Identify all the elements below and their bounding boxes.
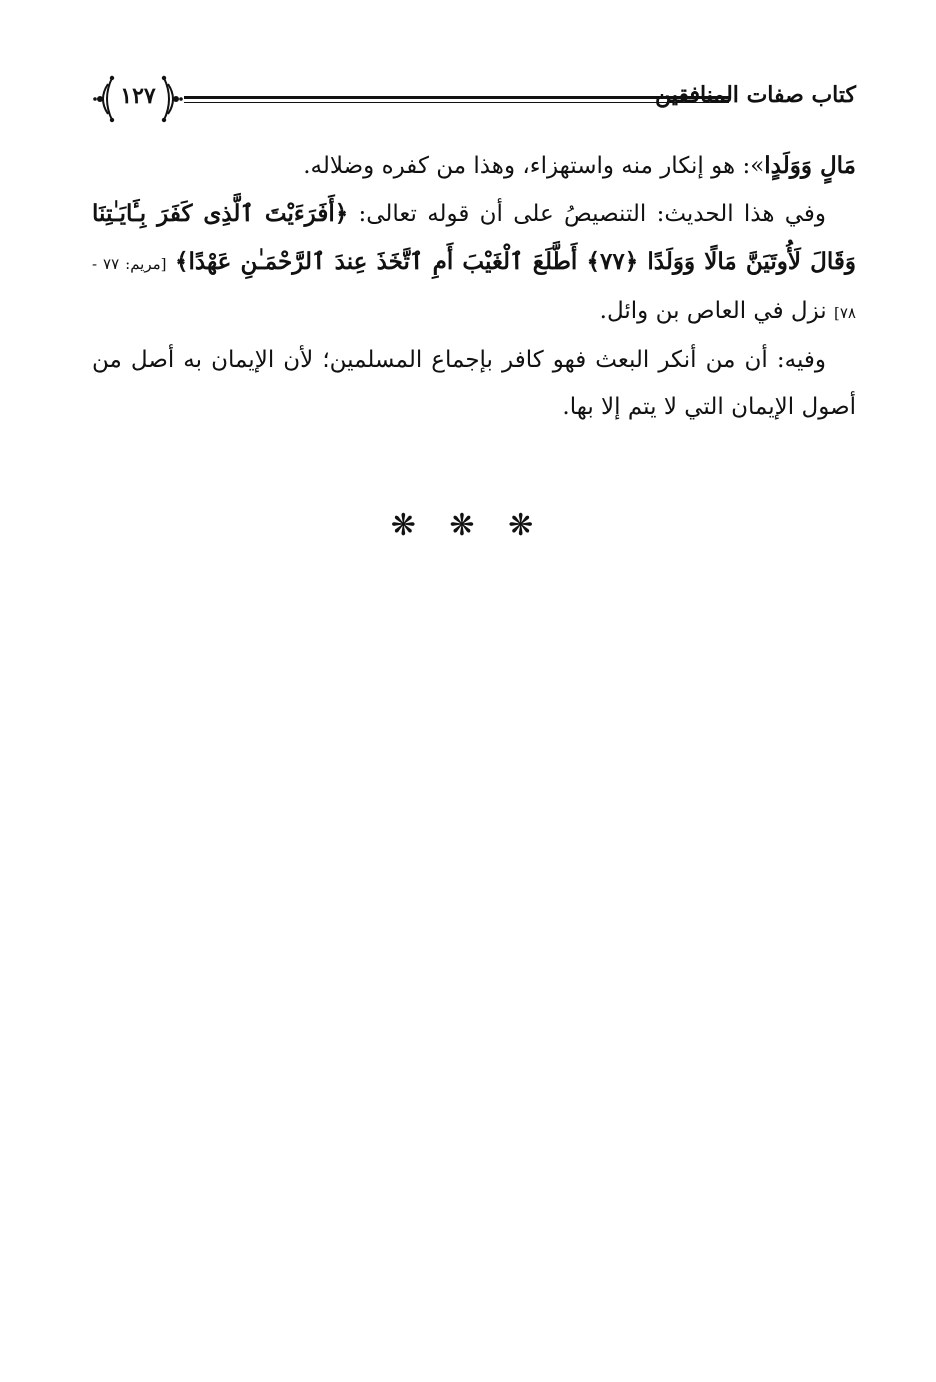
quran-verse: ﴿أَفَرَءَيْتَ ٱلَّذِى كَفَرَ بِـَٔايَـٰتِنَا وَقَالَ لَأُوتَيَنَّ مَالًا وَوَلَدًا ﴿٧٧﴾ أَطَّلَعَ ٱلْغَيْبَ أَمِ ٱتَّخَذَ عِندَ ٱلرَّحْمَـٰنِ عَهْدًا﴾ [92, 200, 857, 275]
quote-fragment: مَالٍ وَوَلَدٍا [764, 152, 856, 179]
paragraph-2 [92, 190, 856, 337]
page-number: ١٢٧ [120, 83, 156, 109]
header-rule [184, 96, 729, 99]
section-separator: ❋ ❋ ❋ [390, 508, 546, 543]
page-header [92, 70, 856, 128]
paragraph-2-text: نزل في العاص بن وائل. [599, 298, 827, 324]
header-rule-thin [184, 102, 729, 103]
page-number-badge [92, 70, 184, 128]
paragraph-3: وفيه: أن من أنكر البعث فهو كافر بإجماع المسلمين؛ لأن الإيمان به أصل من أصول الإيمان التي لا يتم إلا بها. [92, 347, 856, 420]
book-title: كتاب صفات المنافقين [655, 82, 856, 108]
paragraph-2-intro: وفي هذا الحديث: التنصيصُ على أن قوله تعالى: [358, 201, 827, 227]
paragraph-1-text: »: هو إنكار منه واستهزاء، وهذا من كفره وضلاله. [303, 153, 765, 179]
page-body [92, 142, 856, 431]
paragraph-1 [92, 142, 856, 190]
verse-reference: [مريم: ٧٧ - ٧٨] [92, 255, 856, 322]
